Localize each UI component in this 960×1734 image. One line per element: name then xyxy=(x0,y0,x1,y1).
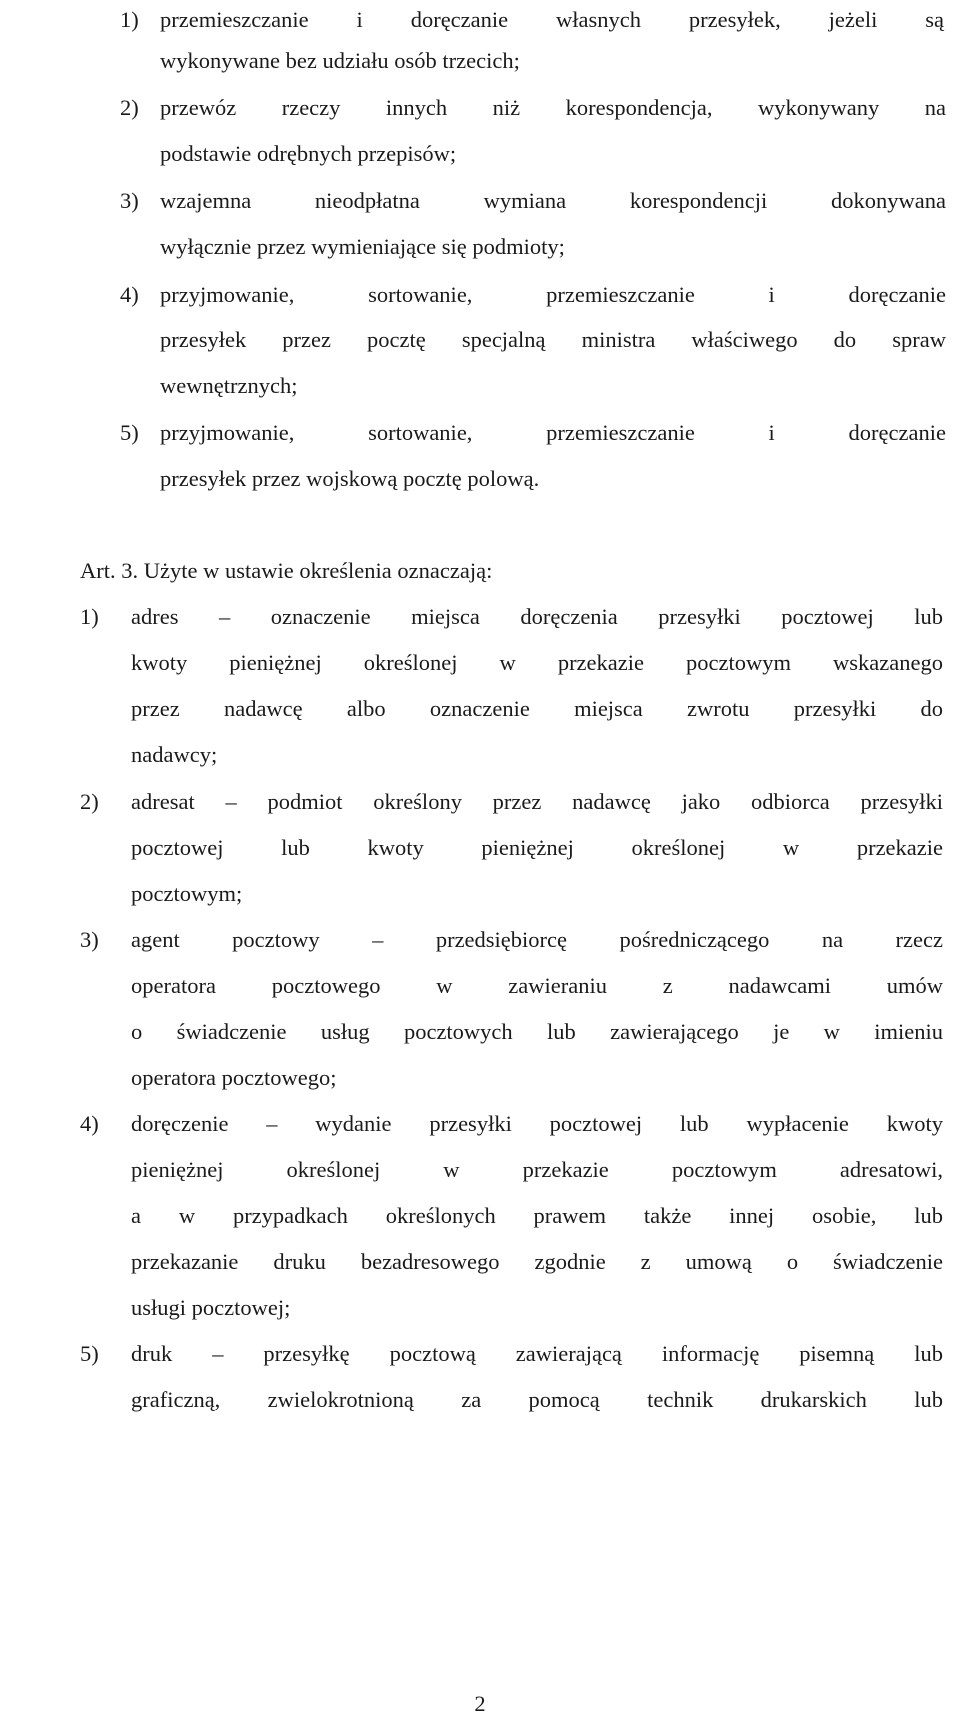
definition-number: 5) xyxy=(80,1341,99,1366)
list-item-number: 5) xyxy=(120,420,139,445)
list-item-line: wyłącznie przez wymieniające się podmioty; xyxy=(160,234,565,259)
definition-line: operatora pocztowego; xyxy=(131,1065,337,1090)
definition-line: pocztowym; xyxy=(131,881,243,906)
list-item-number: 1) xyxy=(120,7,139,32)
list-item-line: podstawie odrębnych przepisów; xyxy=(160,141,457,166)
definition-line: doręczenie – wydanie przesyłki pocztowej lub wypłacenie kwoty xyxy=(131,1111,943,1136)
list-item-line: wewnętrznych; xyxy=(160,373,298,398)
definition-line: przez nadawcę albo oznaczenie miejsca zwrotu przesyłki do xyxy=(131,696,943,721)
definition-line: kwoty pieniężnej określonej w przekazie pocztowym wskazanego xyxy=(131,650,943,675)
definition-number: 1) xyxy=(80,604,99,629)
definition-line: nadawcy; xyxy=(131,742,218,767)
list-item-line: wykonywane bez udziału osób trzecich; xyxy=(160,48,520,73)
list-item-line: przemieszczanie i doręczanie własnych przesyłek, jeżeli są xyxy=(160,7,944,32)
list-item-line: przesyłek przez wojskową pocztę polową. xyxy=(160,466,540,491)
list-item-line: wzajemna nieodpłatna wymiana korespondencji dokonywana xyxy=(160,188,946,213)
definition-line: operatora pocztowego w zawieraniu z nadawcami umów xyxy=(131,973,943,998)
definition-line: a w przypadkach określonych prawem także innej osobie, lub xyxy=(131,1203,943,1228)
definition-number: 3) xyxy=(80,927,99,952)
definition-line: pocztowej lub kwoty pieniężnej określonej w przekazie xyxy=(131,835,943,860)
definition-line: agent pocztowy – przedsiębiorcę pośredniczącego na rzecz xyxy=(131,927,943,952)
list-item-line: przyjmowanie, sortowanie, przemieszczanie i doręczanie xyxy=(160,420,946,445)
list-item-number: 4) xyxy=(120,282,139,307)
definition-line: usługi pocztowej; xyxy=(131,1295,291,1320)
list-item-line: przesyłek przez pocztę specjalną ministra właściwego do spraw xyxy=(160,327,946,352)
definition-line: pieniężnej określonej w przekazie pocztowym adresatowi, xyxy=(131,1157,943,1182)
page-number: 2 xyxy=(474,1691,486,1716)
article-heading: Art. 3. Użyte w ustawie określenia oznaczają: xyxy=(80,558,493,583)
list-item-line: przyjmowanie, sortowanie, przemieszczanie i doręczanie xyxy=(160,282,946,307)
definition-line: adresat – podmiot określony przez nadawcę jako odbiorca przesyłki xyxy=(131,789,943,814)
definition-line: o świadczenie usług pocztowych lub zawierającego je w imieniu xyxy=(131,1019,943,1044)
definition-line: druk – przesyłkę pocztową zawierającą informację pisemną lub xyxy=(131,1341,943,1366)
definition-number: 2) xyxy=(80,789,99,814)
definition-line: adres – oznaczenie miejsca doręczenia przesyłki pocztowej lub xyxy=(131,604,943,629)
list-item-line: przewóz rzeczy innych niż korespondencja, wykonywany na xyxy=(160,95,946,120)
definition-line: graficzną, zwielokrotnioną za pomocą technik drukarskich lub xyxy=(131,1387,943,1412)
list-item-number: 3) xyxy=(120,188,139,213)
definition-number: 4) xyxy=(80,1111,99,1136)
definition-line: przekazanie druku bezadresowego zgodnie z umową o świadczenie xyxy=(131,1249,943,1274)
list-item-number: 2) xyxy=(120,95,139,120)
